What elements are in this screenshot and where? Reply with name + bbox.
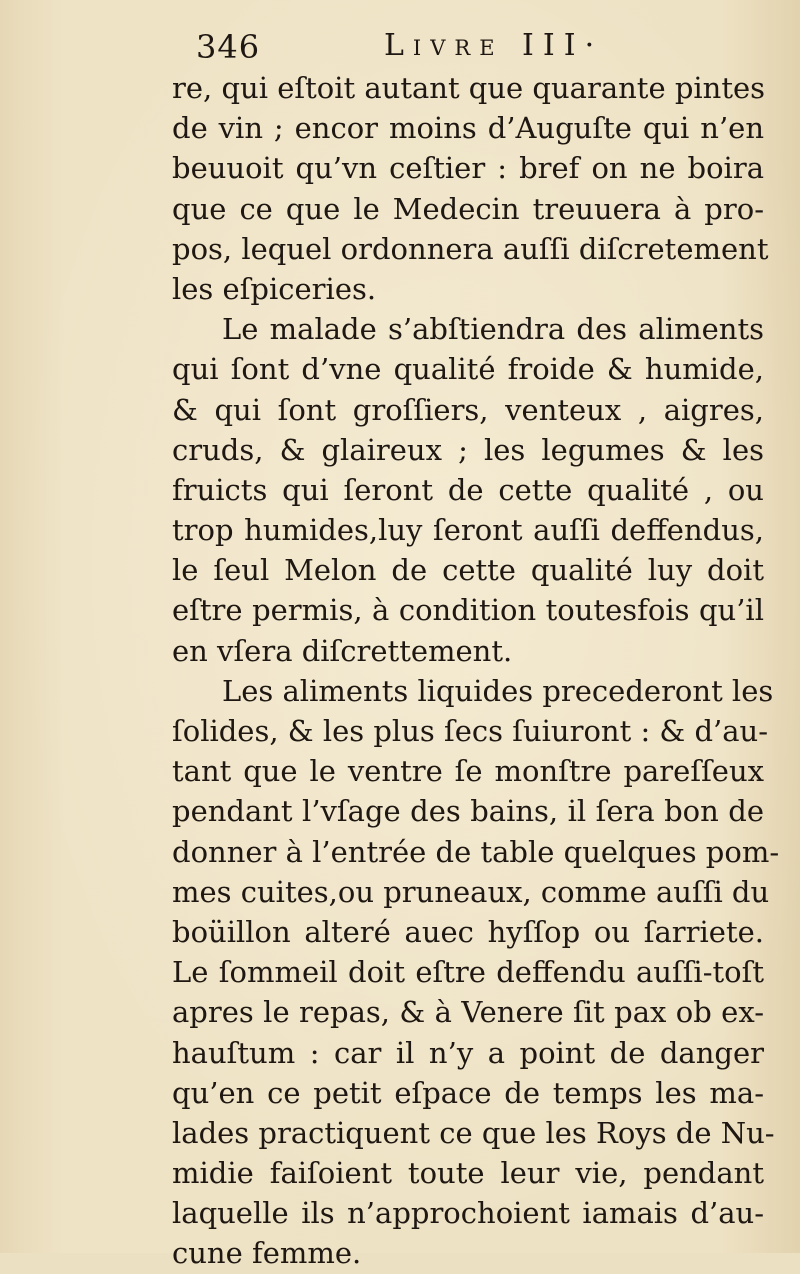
text-line: cruds, & glaireux ; les legumes & les	[172, 432, 764, 467]
text-line: eſtre permis, à condition toutesfois qu’il	[172, 593, 764, 628]
text-line: Le ſommeil doit eſtre deffendu auſſi-toſt	[172, 955, 764, 990]
text-line: midie faiſoient toute leur vie, pendant	[172, 1156, 764, 1191]
running-title: Livre III·	[384, 28, 604, 63]
text-line: Les aliments liquides precederont les	[222, 673, 774, 708]
text-line: ſolides, & les plus ſecs ſuiuront : & d’au-	[172, 714, 769, 748]
page-number: 346	[196, 28, 261, 66]
text-line: qu’en ce petit eſpace de temps les ma-	[172, 1075, 764, 1110]
text-line: re, qui eſtoit autant que quarante pintes	[172, 71, 766, 105]
text-line: pendant l’vſage des bains, il ſera bon de	[172, 794, 764, 829]
text-line: & qui ſont groſſiers, venteux , aigres,	[172, 392, 764, 427]
page-header	[196, 22, 616, 68]
text-line: de vin ; encor moins d’Auguſte qui n’en	[172, 111, 764, 146]
text-line: laquelle ils n’approchoient iamais d’au-	[172, 1196, 764, 1231]
text-line: pos, lequel ordonnera auſſi diſcretement	[172, 231, 769, 266]
text-line: en vſera diſcrettement.	[172, 633, 513, 668]
text-line: fruicts qui ſeront de cette qualité , ou	[172, 472, 764, 507]
text-line: trop humides,luy ſeront auſſi deffendus,	[172, 513, 764, 548]
text-line: donner à l’entrée de table quelques pom-	[172, 834, 780, 869]
text-line: les eſpiceries.	[172, 271, 377, 306]
text-line: boüillon alteré auec hyſſop ou ſarriete.	[172, 914, 764, 949]
text-line: apres le repas, & à Venere ſit pax ob ex-	[172, 995, 764, 1030]
text-line: cune femme.	[172, 1236, 362, 1271]
text-line: mes cuites,ou pruneaux, comme auſſi du	[172, 874, 770, 909]
text-line: hauſtum : car il n’y a point de danger	[172, 1035, 764, 1070]
text-line: qui ſont d’vne qualité froide & humide,	[172, 352, 764, 387]
text-line: Le malade s’abſtiendra des aliments	[222, 312, 764, 347]
text-line: le ſeul Melon de cette qualité luy doit	[172, 553, 764, 588]
text-line: que ce que le Medecin treuuera à pro-	[172, 191, 764, 226]
body-text	[172, 68, 780, 1274]
text-line: beuuoit qu’vn ceſtier : bref on ne boira	[172, 151, 764, 186]
text-line: tant que le ventre ſe monſtre pareſſeux	[172, 754, 764, 789]
text-line: lades practiquent ce que les Roys de Nu-	[172, 1115, 775, 1150]
